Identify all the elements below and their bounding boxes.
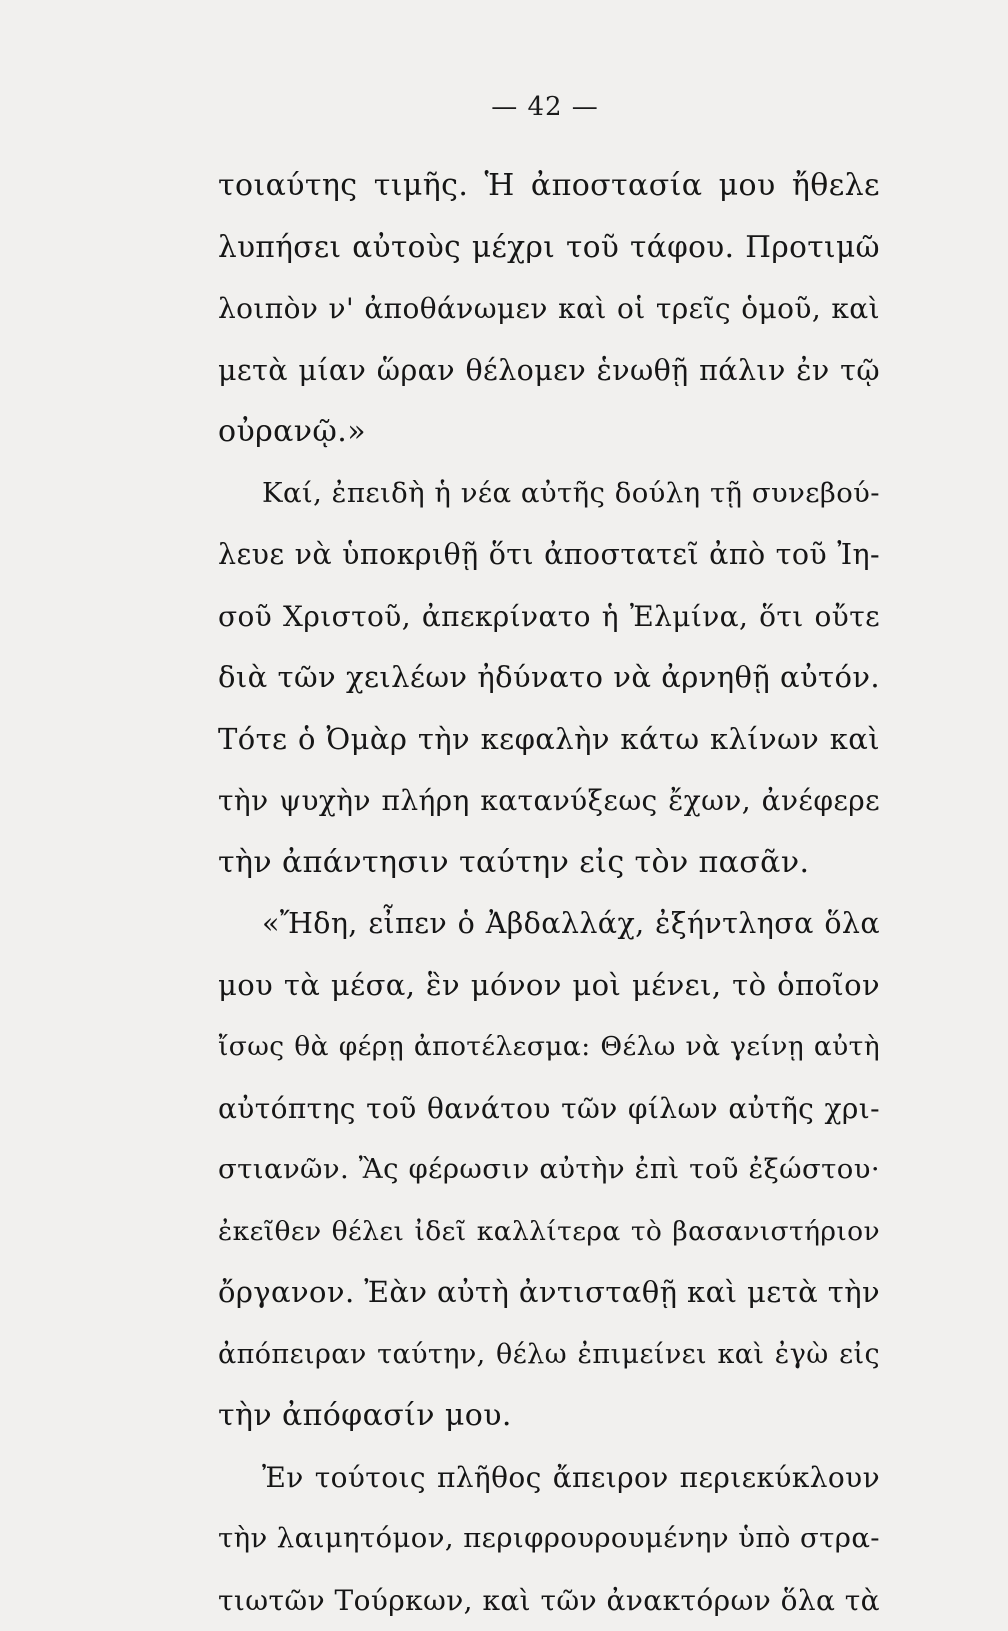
- text-line: Τότε ὁ Ὀμὰρ τὴν κεφαλὴν κάτω κλίνων καὶ: [218, 709, 880, 771]
- text-line: στιανῶν. Ἂς φέρωσιν αὐτὴν ἐπὶ τοῦ ἐξώστου·: [218, 1139, 880, 1201]
- text-line: ἐκεῖθεν θέλει ἰδεῖ καλλίτερα τὸ βασανιστήριον: [218, 1201, 880, 1263]
- text-line: ὄργανον. Ἐὰν αὐτὴ ἀντισταθῇ καὶ μετὰ τὴν: [218, 1262, 880, 1324]
- text-line: σοῦ Χριστοῦ, ἀπεκρίνατο ἡ Ἐλμίνα, ὅτι οὔτε: [218, 586, 880, 648]
- text-line: Ἐν τούτοις πλῆθος ἄπειρον περιεκύκλουν: [218, 1447, 880, 1509]
- text-line: λοιπὸν ν' ἀποθάνωμεν καὶ οἱ τρεῖς ὁμοῦ, καὶ: [218, 278, 880, 340]
- text-line: διὰ τῶν χειλέων ἠδύνατο νὰ ἀρνηθῇ αὐτόν.: [218, 647, 880, 709]
- text-line: οὐρανῷ.»: [218, 401, 880, 463]
- text-line: λυπήσει αὐτοὺς μέχρι τοῦ τάφου. Προτιμῶ: [218, 217, 880, 279]
- text-line: Καί, ἐπειδὴ ἡ νέα αὐτῆς δούλη τῇ συνεβού-: [218, 463, 880, 525]
- text-line: τὴν λαιμητόμον, περιφρουρουμένην ὑπὸ στρα-: [218, 1508, 880, 1570]
- text-line: τὴν ἀπάντησιν ταύτην εἰς τὸν πασᾶν.: [218, 832, 880, 894]
- text-line: τὴν ἀπόφασίν μου.: [218, 1385, 880, 1447]
- text-line: ἴσως θὰ φέρῃ ἀποτέλεσμα: Θέλω νὰ γείνῃ αὐτὴ: [218, 1016, 880, 1078]
- text-line: αὐτόπτης τοῦ θανάτου τῶν φίλων αὐτῆς χρι-: [218, 1078, 880, 1140]
- text-line: μου τὰ μέσα, ἓν μόνον μοὶ μένει, τὸ ὁποῖον: [218, 955, 880, 1017]
- body-text: [218, 155, 880, 1631]
- text-line: «Ἤδη, εἶπεν ὁ Ἀβδαλλάχ, ἐξήντλησα ὅλα: [218, 893, 880, 955]
- text-line: μετὰ μίαν ὥραν θέλομεν ἑνωθῇ πάλιν ἐν τῷ: [218, 340, 880, 402]
- text-line: λευε νὰ ὑποκριθῇ ὅτι ἀποστατεῖ ἀπὸ τοῦ Ἰη-: [218, 524, 880, 586]
- page-number: — 42 —: [0, 92, 1008, 122]
- text-line: ἀπόπειραν ταύτην, θέλω ἐπιμείνει καὶ ἐγὼ εἰς: [218, 1324, 880, 1386]
- text-line: τιωτῶν Τούρκων, καὶ τῶν ἀνακτόρων ὅλα τὰ: [218, 1570, 880, 1631]
- text-line: τοιαύτης τιμῆς. Ἡ ἀποστασία μου ἤθελε: [218, 155, 880, 217]
- text-line: τὴν ψυχὴν πλήρη κατανύξεως ἔχων, ἀνέφερε: [218, 770, 880, 832]
